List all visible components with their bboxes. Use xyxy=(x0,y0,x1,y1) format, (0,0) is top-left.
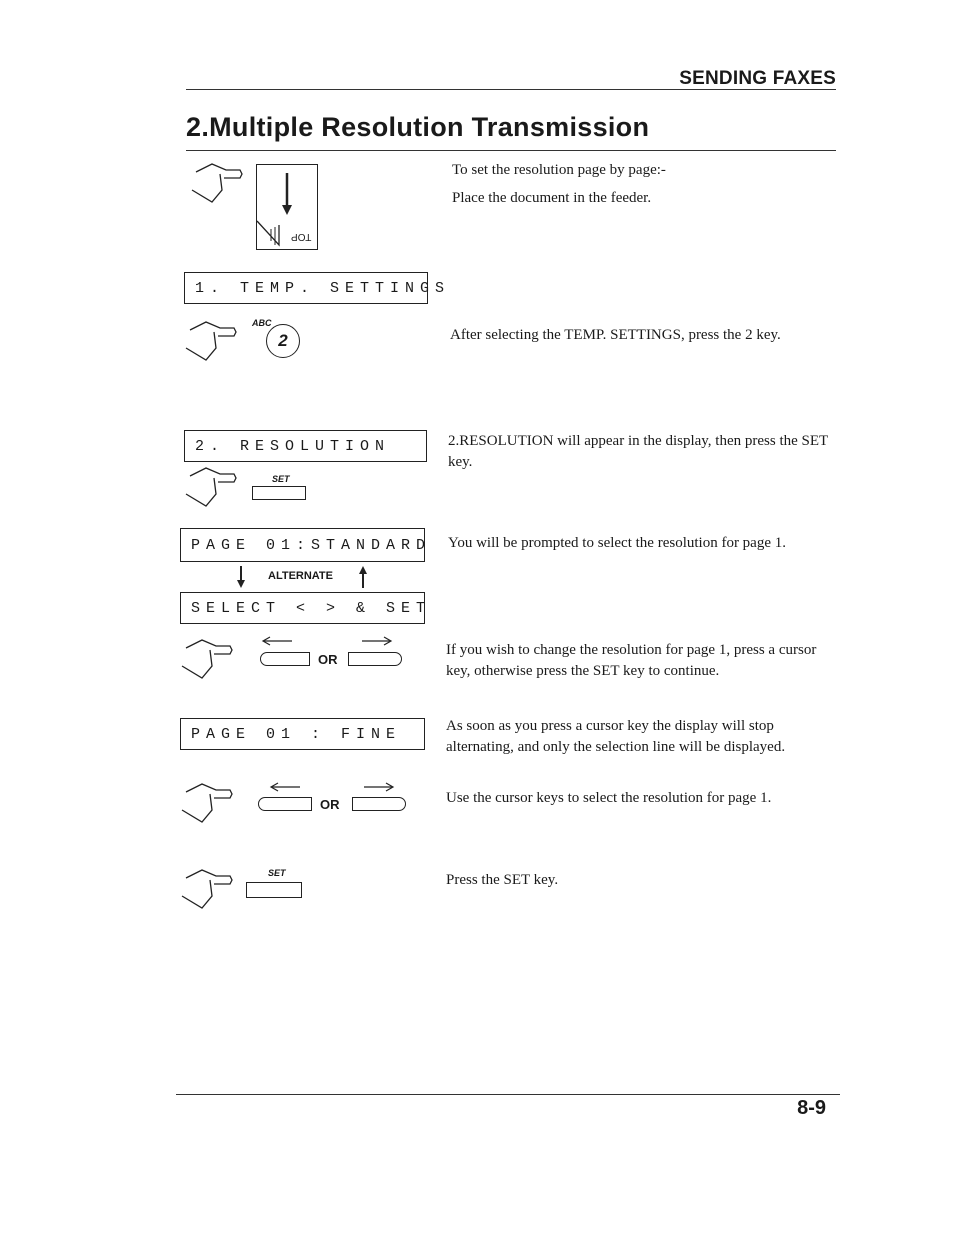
step-resolution: 2.RESOLUTION will appear in the display, then press the SET key. xyxy=(448,433,828,470)
left-cursor-key[interactable] xyxy=(258,797,312,811)
lcd-resolution: 2. RESOLUTION xyxy=(184,430,427,462)
page-number: 8-9 xyxy=(797,1097,826,1119)
hand-pointer-icon xyxy=(190,160,250,210)
document-top-label: TOP xyxy=(291,231,312,242)
right-arrow-icon xyxy=(362,636,392,646)
step-stop: As soon as you press a cursor key the display will stop alternating, and only the selection line will be displayed. xyxy=(446,718,786,755)
lcd-page-standard: PAGE 01:STANDARD xyxy=(180,528,425,562)
left-arrow-icon xyxy=(262,636,292,646)
key-2-button[interactable] xyxy=(266,324,300,358)
intro-text-1: To set the resolution page by page:- xyxy=(452,162,666,178)
title-rule xyxy=(186,150,836,151)
step-prompt: You will be prompted to select the resolution for page 1. xyxy=(448,535,786,551)
footer-rule xyxy=(176,1094,840,1095)
left-cursor-key[interactable] xyxy=(260,652,310,666)
intro-text-2: Place the document in the feeder. xyxy=(452,190,652,206)
hand-pointer-icon xyxy=(184,318,244,368)
set-key-button[interactable] xyxy=(246,882,302,898)
hand-pointer-icon xyxy=(180,780,240,830)
section-header: SENDING FAXES xyxy=(679,68,836,89)
step-select: Use the cursor keys to select the resolution for page 1. xyxy=(446,790,772,806)
left-arrow-icon xyxy=(270,782,300,792)
lcd-select-set: SELECT < > & SET xyxy=(180,592,425,624)
alternate-up-arrow-icon xyxy=(358,566,368,588)
right-cursor-key[interactable] xyxy=(352,797,406,811)
set-key-button[interactable] xyxy=(252,486,306,500)
step-set: Press the SET key. xyxy=(446,872,559,888)
lcd-temp-settings: 1. TEMP. SETTINGS xyxy=(184,272,428,304)
hand-pointer-icon xyxy=(180,866,240,916)
set-key-label: SET xyxy=(268,868,286,878)
set-key-label: SET xyxy=(272,474,290,484)
or-label: OR xyxy=(320,797,340,812)
or-label: OR xyxy=(318,652,338,667)
document-icon xyxy=(256,164,318,250)
alternate-down-arrow-icon xyxy=(236,566,246,588)
right-arrow-icon xyxy=(364,782,394,792)
step-cursor: If you wish to change the resolution for page 1, press a cursor key, otherwise press the SET key to continue. xyxy=(446,642,817,679)
page-title: 2.Multiple Resolution Transmission xyxy=(186,112,650,142)
key-2-label: 2 xyxy=(278,331,288,350)
lcd-page-fine: PAGE 01 : FINE xyxy=(180,718,425,750)
alternate-label: ALTERNATE xyxy=(268,570,333,582)
abc-key-label: ABC xyxy=(252,318,272,328)
step-press-2: After selecting the TEMP. SETTINGS, press the 2 key. xyxy=(450,327,781,343)
hand-pointer-icon xyxy=(184,464,244,514)
hand-pointer-icon xyxy=(180,636,240,686)
right-cursor-key[interactable] xyxy=(348,652,402,666)
